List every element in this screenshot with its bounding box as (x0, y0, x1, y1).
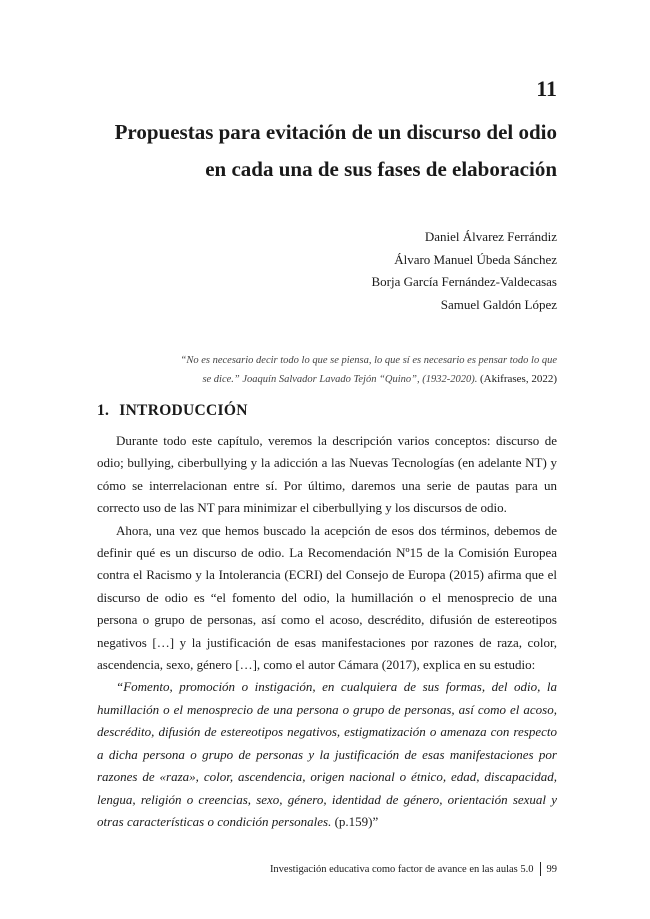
author-name: Borja García Fernández-Valdecasas (371, 274, 557, 289)
body-text (97, 430, 557, 833)
section-number: 1. (97, 402, 110, 419)
block-quote-reference: (p.159)” (331, 813, 379, 829)
epigraph-quote-line-1: “No es necesario decir todo lo que se piensa, lo que sí es necesario es pensar todo lo que (180, 355, 557, 366)
paragraph: Ahora, una vez que hemos buscado la acepción de esos dos términos, debemos de definir qué es un discurso de odio. La Recomendación Nº15 de la Comisión Europea contra el Racismo y la Intolerancia (ECRI) del Consejo de Europa (2015) afirma que el discurso de odio es “el fomento del odio, la humillación o el menosprecio de una persona o grupo de personas, así como el acoso, descrédito, difusión de estereotipos negativos […] y la justificación de esas manifestaciones por razones de raza, color, ascendencia, sexo, género […], como el autor Cámara (2017), explica en su estudio: (97, 522, 557, 673)
chapter-title-line-1: Propuestas para evitación de un discurso del odio (114, 120, 557, 144)
author-name: Daniel Álvarez Ferrándiz (424, 229, 557, 244)
author-name: Álvaro Manuel Úbeda Sánchez (394, 251, 557, 267)
footer-separator (540, 862, 541, 876)
chapter-number: 11 (536, 76, 557, 101)
section-heading (97, 402, 248, 420)
author-name: Samuel Galdón López (440, 296, 557, 312)
author-list (371, 226, 557, 316)
section-title: INTRODUCCIÓN (119, 402, 248, 419)
epigraph-source: (Akifrases, 2022) (480, 373, 557, 385)
paragraph: Durante todo este capítulo, veremos la descripción varios conceptos: discurso de odio; bullying, ciberbullying y la adicción a las Nuevas Tecnologías (en adelante NT) y cómo se interrelacionan entre sí. Por último, daremos una serie de pautas para un correcto uso de las NT para minimizar el ciberbullying y los discursos de odio. (97, 433, 557, 516)
page-number: 99 (546, 863, 557, 875)
epigraph-quote-line-2: se dice.” Joaquín Salvador Lavado Tejón “Quino”, (1932-2020). (202, 374, 478, 385)
footer-book-title: Investigación educativa como factor de avance en las aulas 5.0 (269, 863, 534, 875)
block-quote-text: “Fomento, promoción o instigación, en cualquiera de sus formas, del odio, la humillación o el menosprecio de una persona o grupo de personas, así como el acoso, descrédito, difusión de estereotipos negativos, estigmatización o amenaza con respecto a dicha persona o grupo de personas y la justificación de esas manifestaciones por razones de «raza», color, ascendencia, origen nacional o étnico, edad, discapacidad, lengua, religión o creencias, sexo, género, identidad de género, orientación sexual y otras características o condición personales. (97, 679, 557, 829)
block-quote (97, 676, 557, 833)
epigraph (150, 352, 557, 389)
chapter-title-line-2: en cada una de sus fases de elaboración (205, 157, 557, 181)
page-footer (270, 862, 557, 876)
chapter-title (90, 114, 557, 188)
